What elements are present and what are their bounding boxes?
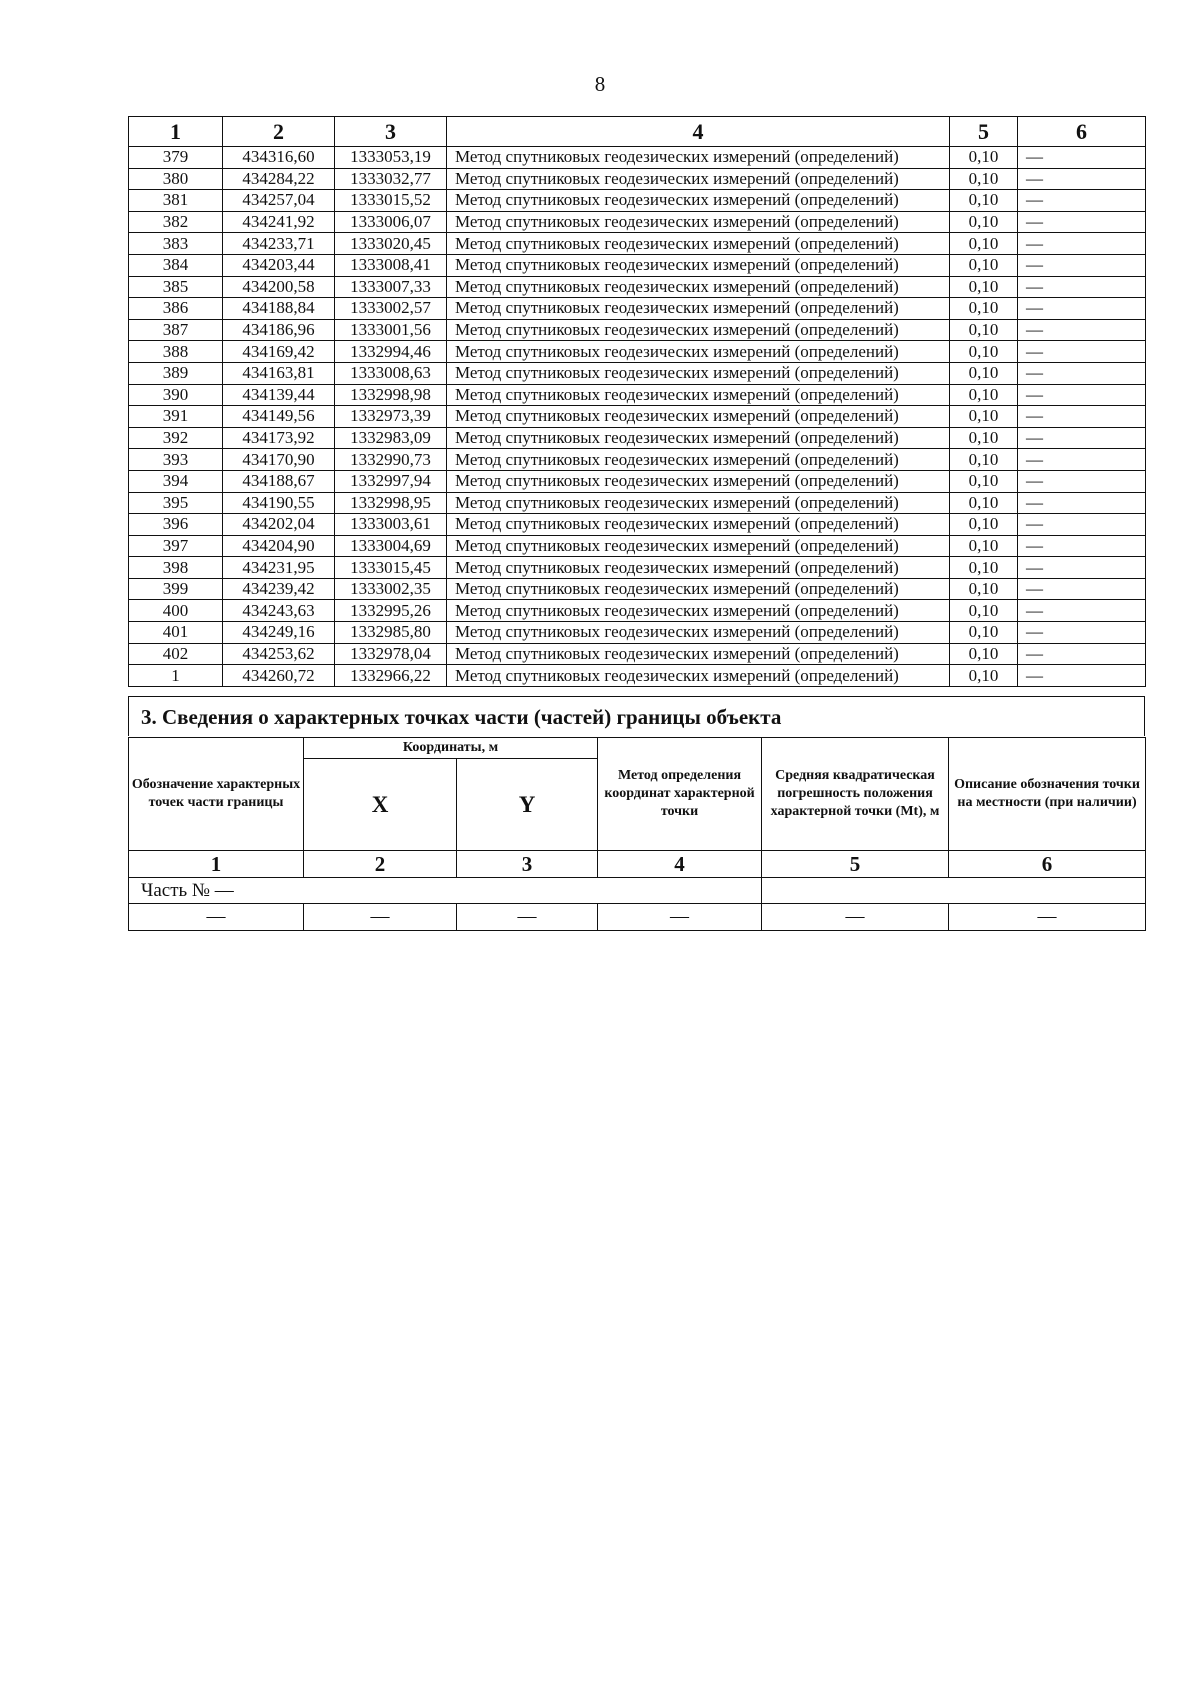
table-row [129, 514, 1146, 536]
header-x: X [304, 759, 457, 851]
table-row [129, 427, 1146, 449]
table-row [129, 319, 1146, 341]
method-cell: Метод спутниковых геодезических измерений (определений) [447, 362, 950, 384]
coord-y-cell: 1332994,46 [335, 341, 447, 363]
coord-y-cell: 1332998,95 [335, 492, 447, 514]
coord-y-cell: 1332995,26 [335, 600, 447, 622]
method-cell: Метод спутниковых геодезических измерений (определений) [447, 254, 950, 276]
description-cell: — [1018, 190, 1146, 212]
dash-cell: — [457, 904, 598, 931]
table-row [129, 362, 1146, 384]
coord-x-cell: 434243,63 [223, 600, 335, 622]
col-header: 1 [129, 117, 223, 147]
point-number-cell: 399 [129, 578, 223, 600]
point-number-cell: 389 [129, 362, 223, 384]
points-table [128, 116, 1146, 687]
coord-y-cell: 1333001,56 [335, 319, 447, 341]
column-number: 4 [598, 851, 762, 878]
point-number-cell: 388 [129, 341, 223, 363]
table-row [129, 384, 1146, 406]
header-error: Средняя квадратическая погрешность положения характерной точки (Mt), м [762, 738, 949, 851]
dash-cell: — [129, 904, 304, 931]
error-cell: 0,10 [950, 622, 1018, 644]
coord-x-cell: 434188,84 [223, 298, 335, 320]
error-cell: 0,10 [950, 319, 1018, 341]
error-cell: 0,10 [950, 362, 1018, 384]
table-row [129, 190, 1146, 212]
point-number-cell: 384 [129, 254, 223, 276]
page-number: 8 [594, 72, 606, 96]
point-number-cell: 392 [129, 427, 223, 449]
dash-cell: — [304, 904, 457, 931]
coord-x-cell: 434284,22 [223, 168, 335, 190]
description-cell: — [1018, 578, 1146, 600]
point-number-cell: 387 [129, 319, 223, 341]
point-number-cell: 394 [129, 470, 223, 492]
coord-x-cell: 434139,44 [223, 384, 335, 406]
coord-y-cell: 1333053,19 [335, 147, 447, 169]
column-number: 6 [949, 851, 1146, 878]
coord-x-cell: 434163,81 [223, 362, 335, 384]
point-number-cell: 397 [129, 535, 223, 557]
table-row [129, 211, 1146, 233]
error-cell: 0,10 [950, 276, 1018, 298]
coord-x-cell: 434202,04 [223, 514, 335, 536]
error-cell: 0,10 [950, 147, 1018, 169]
description-cell: — [1018, 168, 1146, 190]
header-designation: Обозначение характерных точек части границы [129, 738, 304, 851]
error-cell: 0,10 [950, 600, 1018, 622]
points-table-header [129, 117, 1146, 147]
table-row [129, 557, 1146, 579]
error-cell: 0,10 [950, 643, 1018, 665]
method-cell: Метод спутниковых геодезических измерений (определений) [447, 427, 950, 449]
error-cell: 0,10 [950, 341, 1018, 363]
column-number: 1 [129, 851, 304, 878]
coord-y-cell: 1333006,07 [335, 211, 447, 233]
coord-x-cell: 434241,92 [223, 211, 335, 233]
method-cell: Метод спутниковых геодезических измерений (определений) [447, 211, 950, 233]
table-row [129, 492, 1146, 514]
method-cell: Метод спутниковых геодезических измерений (определений) [447, 514, 950, 536]
error-cell: 0,10 [950, 470, 1018, 492]
coord-y-cell: 1332990,73 [335, 449, 447, 471]
description-cell: — [1018, 600, 1146, 622]
description-cell: — [1018, 298, 1146, 320]
table-row [129, 168, 1146, 190]
description-cell: — [1018, 147, 1146, 169]
description-cell: — [1018, 427, 1146, 449]
description-cell: — [1018, 643, 1146, 665]
method-cell: Метод спутниковых геодезических измерений (определений) [447, 147, 950, 169]
point-number-cell: 391 [129, 406, 223, 428]
method-cell: Метод спутниковых геодезических измерений (определений) [447, 470, 950, 492]
coord-y-cell: 1332978,04 [335, 643, 447, 665]
description-cell: — [1018, 341, 1146, 363]
table-row [129, 535, 1146, 557]
coord-x-cell: 434249,16 [223, 622, 335, 644]
header-coordinates: Координаты, м [304, 738, 598, 759]
coord-y-cell: 1332966,22 [335, 665, 447, 687]
coord-y-cell: 1333015,45 [335, 557, 447, 579]
coord-x-cell: 434231,95 [223, 557, 335, 579]
error-cell: 0,10 [950, 578, 1018, 600]
coord-y-cell: 1333002,35 [335, 578, 447, 600]
point-number-cell: 396 [129, 514, 223, 536]
coord-x-cell: 434173,92 [223, 427, 335, 449]
table-row [129, 406, 1146, 428]
column-numbers-row [129, 851, 1146, 878]
description-cell: — [1018, 406, 1146, 428]
point-number-cell: 398 [129, 557, 223, 579]
description-cell: — [1018, 254, 1146, 276]
coord-x-cell: 434149,56 [223, 406, 335, 428]
coord-x-cell: 434188,67 [223, 470, 335, 492]
coord-x-cell: 434239,42 [223, 578, 335, 600]
point-number-cell: 381 [129, 190, 223, 212]
method-cell: Метод спутниковых геодезических измерений (определений) [447, 643, 950, 665]
error-cell: 0,10 [950, 254, 1018, 276]
coord-x-cell: 434200,58 [223, 276, 335, 298]
column-number: 2 [304, 851, 457, 878]
coord-x-cell: 434316,60 [223, 147, 335, 169]
col-header: 4 [447, 117, 950, 147]
coord-x-cell: 434257,04 [223, 190, 335, 212]
method-cell: Метод спутниковых геодезических измерений (определений) [447, 492, 950, 514]
table-row [129, 600, 1146, 622]
method-cell: Метод спутниковых геодезических измерений (определений) [447, 665, 950, 687]
coord-x-cell: 434190,55 [223, 492, 335, 514]
method-cell: Метод спутниковых геодезических измерений (определений) [447, 622, 950, 644]
coord-x-cell: 434170,90 [223, 449, 335, 471]
col-header: 3 [335, 117, 447, 147]
coord-y-cell: 1333002,57 [335, 298, 447, 320]
part-row [129, 878, 1146, 904]
column-number: 3 [457, 851, 598, 878]
section-title: 3. Сведения о характерных точках части (частей) границы объекта [128, 696, 1145, 736]
method-cell: Метод спутниковых геодезических измерений (определений) [447, 298, 950, 320]
table-row [129, 449, 1146, 471]
error-cell: 0,10 [950, 449, 1018, 471]
coord-y-cell: 1333020,45 [335, 233, 447, 255]
point-number-cell: 386 [129, 298, 223, 320]
error-cell: 0,10 [950, 406, 1018, 428]
header-description: Описание обозначения точки на местности (при наличии) [949, 738, 1146, 851]
dash-cell: — [762, 904, 949, 931]
coord-y-cell: 1333007,33 [335, 276, 447, 298]
coord-y-cell: 1333015,52 [335, 190, 447, 212]
table-row [129, 147, 1146, 169]
table-row [129, 578, 1146, 600]
point-number-cell: 385 [129, 276, 223, 298]
error-cell: 0,10 [950, 535, 1018, 557]
table-row [129, 622, 1146, 644]
coord-y-cell: 1333008,41 [335, 254, 447, 276]
method-cell: Метод спутниковых геодезических измерений (определений) [447, 276, 950, 298]
description-cell: — [1018, 276, 1146, 298]
coord-x-cell: 434253,62 [223, 643, 335, 665]
table-row [129, 276, 1146, 298]
point-number-cell: 400 [129, 600, 223, 622]
description-cell: — [1018, 449, 1146, 471]
description-cell: — [1018, 362, 1146, 384]
point-number-cell: 401 [129, 622, 223, 644]
method-cell: Метод спутниковых геодезических измерений (определений) [447, 233, 950, 255]
description-cell: — [1018, 514, 1146, 536]
method-cell: Метод спутниковых геодезических измерений (определений) [447, 449, 950, 471]
table-row [129, 298, 1146, 320]
description-cell: — [1018, 622, 1146, 644]
table-row [129, 470, 1146, 492]
description-cell: — [1018, 535, 1146, 557]
point-number-cell: 402 [129, 643, 223, 665]
point-number-cell: 393 [129, 449, 223, 471]
dash-cell: — [949, 904, 1146, 931]
point-number-cell: 383 [129, 233, 223, 255]
description-cell: — [1018, 492, 1146, 514]
description-cell: — [1018, 384, 1146, 406]
error-cell: 0,10 [950, 384, 1018, 406]
col-header: 6 [1018, 117, 1146, 147]
error-cell: 0,10 [950, 168, 1018, 190]
method-cell: Метод спутниковых геодезических измерений (определений) [447, 168, 950, 190]
description-cell: — [1018, 319, 1146, 341]
coord-x-cell: 434169,42 [223, 341, 335, 363]
method-cell: Метод спутниковых геодезических измерений (определений) [447, 319, 950, 341]
coord-y-cell: 1332998,98 [335, 384, 447, 406]
coord-x-cell: 434233,71 [223, 233, 335, 255]
parts-table [128, 737, 1146, 931]
method-cell: Метод спутниковых геодезических измерений (определений) [447, 190, 950, 212]
error-cell: 0,10 [950, 427, 1018, 449]
header-y: Y [457, 759, 598, 851]
col-header: 5 [950, 117, 1018, 147]
coord-x-cell: 434260,72 [223, 665, 335, 687]
error-cell: 0,10 [950, 492, 1018, 514]
part-empty-cell [762, 878, 1146, 904]
dash-row [129, 904, 1146, 931]
coord-x-cell: 434186,96 [223, 319, 335, 341]
table-row [129, 341, 1146, 363]
description-cell: — [1018, 233, 1146, 255]
coord-x-cell: 434203,44 [223, 254, 335, 276]
error-cell: 0,10 [950, 233, 1018, 255]
coord-y-cell: 1332983,09 [335, 427, 447, 449]
description-cell: — [1018, 557, 1146, 579]
point-number-cell: 379 [129, 147, 223, 169]
table-row [129, 643, 1146, 665]
table-row [129, 254, 1146, 276]
point-number-cell: 382 [129, 211, 223, 233]
table-row [129, 665, 1146, 687]
coord-y-cell: 1333003,61 [335, 514, 447, 536]
method-cell: Метод спутниковых геодезических измерений (определений) [447, 535, 950, 557]
description-cell: — [1018, 665, 1146, 687]
error-cell: 0,10 [950, 211, 1018, 233]
method-cell: Метод спутниковых геодезических измерений (определений) [447, 600, 950, 622]
coord-x-cell: 434204,90 [223, 535, 335, 557]
point-number-cell: 390 [129, 384, 223, 406]
col-header: 2 [223, 117, 335, 147]
coord-y-cell: 1332973,39 [335, 406, 447, 428]
error-cell: 0,10 [950, 298, 1018, 320]
method-cell: Метод спутниковых геодезических измерений (определений) [447, 557, 950, 579]
error-cell: 0,10 [950, 665, 1018, 687]
coord-y-cell: 1333008,63 [335, 362, 447, 384]
coord-y-cell: 1333032,77 [335, 168, 447, 190]
dash-cell: — [598, 904, 762, 931]
coord-y-cell: 1332997,94 [335, 470, 447, 492]
column-number: 5 [762, 851, 949, 878]
description-cell: — [1018, 470, 1146, 492]
table-row [129, 233, 1146, 255]
description-cell: — [1018, 211, 1146, 233]
point-number-cell: 395 [129, 492, 223, 514]
error-cell: 0,10 [950, 557, 1018, 579]
method-cell: Метод спутниковых геодезических измерений (определений) [447, 384, 950, 406]
error-cell: 0,10 [950, 190, 1018, 212]
method-cell: Метод спутниковых геодезических измерений (определений) [447, 578, 950, 600]
point-number-cell: 380 [129, 168, 223, 190]
coord-y-cell: 1333004,69 [335, 535, 447, 557]
coord-y-cell: 1332985,80 [335, 622, 447, 644]
error-cell: 0,10 [950, 514, 1018, 536]
part-label: Часть № — [129, 878, 762, 904]
point-number-cell: 1 [129, 665, 223, 687]
header-method: Метод определения координат характерной точки [598, 738, 762, 851]
method-cell: Метод спутниковых геодезических измерений (определений) [447, 341, 950, 363]
method-cell: Метод спутниковых геодезических измерений (определений) [447, 406, 950, 428]
